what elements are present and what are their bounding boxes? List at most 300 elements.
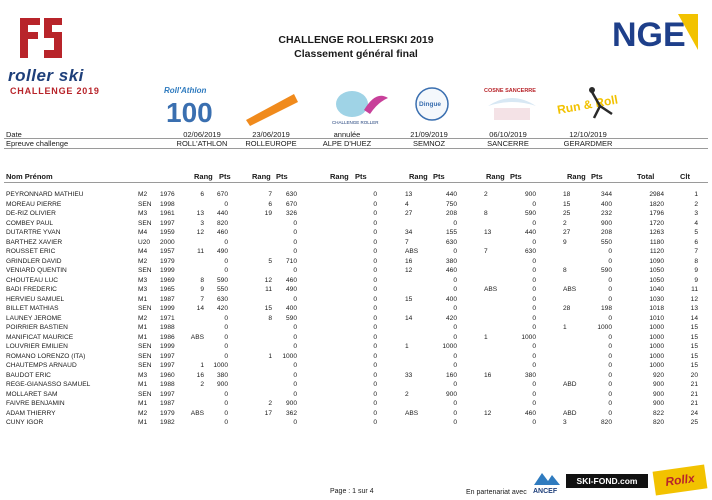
clt-header: Clt (680, 172, 690, 181)
cell-p2: 0 (293, 248, 297, 255)
cell-p1: 0 (224, 352, 228, 360)
cell-year: 1988 (160, 381, 175, 388)
cell-p6: 590 (600, 267, 612, 274)
cell-p4: 0 (453, 276, 457, 284)
cell-p4: 0 (453, 286, 457, 293)
cell-r4: ABS (405, 409, 419, 417)
cell-clt: 4 (694, 219, 698, 227)
cell-p1: 630 (216, 295, 228, 303)
cell-total: 1000 (649, 352, 664, 360)
cell-p3: 0 (373, 390, 377, 398)
cell-p6: 208 (600, 229, 612, 236)
cell-p5: 0 (532, 267, 536, 274)
cell-p1: 550 (216, 286, 228, 293)
cell-name: DUTARTRE YVAN (6, 229, 61, 236)
cell-year: 1976 (160, 191, 175, 198)
cell-p4: 0 (453, 409, 457, 417)
table-row (0, 267, 712, 277)
divider (4, 148, 708, 149)
event-name-4: SEMNOZ (412, 139, 446, 148)
cell-p4: 160 (445, 371, 457, 379)
cell-p6: 0 (608, 295, 612, 303)
cell-r2: 19 (264, 210, 272, 217)
cell-p6: 0 (608, 400, 612, 407)
cell-total: 2984 (649, 191, 664, 198)
cell-name: BAUDOT ERIC (6, 371, 51, 379)
cell-name: LAUNEY JEROME (6, 314, 62, 322)
cell-total: 1120 (649, 248, 664, 255)
cell-year: 1998 (160, 200, 175, 208)
cell-p5: 900 (524, 191, 536, 198)
cell-p1: 0 (224, 400, 228, 407)
event-date-2: 23/06/2019 (252, 130, 290, 139)
cell-p6: 344 (600, 191, 612, 198)
cell-p5: 440 (524, 229, 536, 236)
cell-p6: 0 (608, 248, 612, 255)
cell-r1: 12 (196, 229, 204, 236)
cell-r5: 7 (484, 248, 488, 255)
cell-p1: 0 (224, 314, 228, 322)
rank-header-6: Rang (567, 172, 586, 181)
cell-cat: SEN (138, 200, 152, 208)
pts-header-5: Pts (510, 172, 522, 181)
cell-p4: 400 (445, 295, 457, 303)
cell-cat: M4 (138, 248, 148, 255)
cell-r1: 6 (200, 191, 204, 198)
skifond-logo: SKI-FOND.com (566, 474, 648, 488)
cell-r2: 15 (264, 305, 272, 312)
cell-p2: 0 (293, 362, 297, 369)
cell-p6: 0 (608, 286, 612, 293)
cell-p1: 0 (224, 343, 228, 350)
cell-p3: 0 (373, 419, 377, 426)
divider (4, 182, 708, 183)
cell-r4: ABS (405, 248, 419, 255)
cell-p6: 1000 (597, 324, 612, 331)
cell-p1: 820 (216, 219, 228, 227)
event-date-6: 12/10/2019 (569, 130, 607, 139)
table-row (0, 277, 712, 287)
rank-header-1: Rang (194, 172, 213, 181)
pts-header-6: Pts (591, 172, 603, 181)
table-row (0, 239, 712, 249)
cell-r1: ABS (190, 333, 204, 341)
cell-p6: 0 (608, 362, 612, 369)
cell-p3: 0 (373, 324, 377, 331)
rollathlon-logo (156, 84, 228, 126)
table-row (0, 343, 712, 353)
cell-p6: 0 (608, 381, 612, 388)
cell-r2: 12 (264, 276, 272, 284)
cell-year: 1997 (160, 352, 175, 360)
cell-r6: 8 (563, 267, 567, 274)
cell-p3: 0 (373, 248, 377, 255)
cell-total: 1263 (649, 229, 664, 236)
cell-r2: 1 (268, 352, 272, 360)
cell-p2: 0 (293, 295, 297, 303)
cell-clt: 15 (690, 324, 698, 331)
event-name-1: ROLL'ATHLON (176, 139, 228, 148)
cell-p1: 0 (224, 419, 228, 426)
rank-header-3: Rang (330, 172, 349, 181)
cell-p2: 0 (293, 238, 297, 246)
cell-cat: SEN (138, 343, 152, 350)
cell-name: BILLET MATHIAS (6, 305, 59, 312)
pts-header-2: Pts (276, 172, 288, 181)
cell-p3: 0 (373, 219, 377, 227)
cell-p5: 590 (524, 210, 536, 217)
cell-p6: 0 (608, 352, 612, 360)
cell-name: POIRRIER BASTIEN (6, 324, 68, 331)
ancef-logo (532, 467, 562, 495)
cell-name: CHOUTEAU LUC (6, 276, 59, 284)
sancerre-logo-text: COSNE SANCERRE (484, 88, 536, 94)
cell-p3: 0 (373, 210, 377, 217)
cell-clt: 5 (694, 229, 698, 236)
cell-year: 1969 (160, 276, 175, 284)
cell-cat: U20 (138, 238, 151, 246)
cell-p1: 380 (216, 371, 228, 379)
cell-p1: 900 (216, 381, 228, 388)
cell-clt: 15 (690, 343, 698, 350)
cell-p1: 0 (224, 333, 228, 341)
cell-r5: 1 (484, 333, 488, 341)
cell-p6: 0 (608, 409, 612, 417)
cell-cat: M2 (138, 409, 148, 417)
cell-r4: 27 (405, 210, 413, 217)
cell-p2: 0 (293, 229, 297, 236)
cell-clt: 25 (690, 419, 698, 426)
cell-p3: 0 (373, 371, 377, 379)
cell-clt: 15 (690, 362, 698, 369)
cell-p4: 208 (445, 210, 457, 217)
cell-p1: 0 (224, 390, 228, 398)
event-date-3: annulée (333, 130, 361, 139)
cell-p4: 380 (445, 257, 457, 265)
table-row (0, 391, 712, 401)
cell-p1: 440 (216, 210, 228, 217)
cell-p3: 0 (373, 352, 377, 360)
cell-cat: SEN (138, 267, 152, 274)
cell-p3: 0 (373, 257, 377, 265)
cell-name: ROMANO LORENZO (ITA) (6, 352, 86, 360)
cell-p4: 420 (445, 314, 457, 322)
cell-year: 1961 (160, 210, 175, 217)
cell-p3: 0 (373, 238, 377, 246)
pts-header-4: Pts (433, 172, 445, 181)
cell-p2: 590 (285, 314, 297, 322)
cell-total: 1050 (649, 267, 664, 274)
event-date-5: 06/10/2019 (489, 130, 527, 139)
cell-name: GRINDLER DAVID (6, 257, 62, 265)
cell-p4: 0 (453, 305, 457, 312)
event-label: Epreuve challenge (6, 139, 69, 148)
cell-p3: 0 (373, 314, 377, 322)
cell-p6: 0 (608, 343, 612, 350)
cell-total: 1018 (649, 305, 664, 312)
cell-total: 1000 (649, 324, 664, 331)
cell-r2: 11 (265, 286, 272, 293)
table-row (0, 258, 712, 268)
cell-p6: 0 (608, 371, 612, 379)
cell-r4: 14 (405, 314, 413, 322)
cell-clt: 8 (694, 257, 698, 265)
table-row (0, 201, 712, 211)
cell-cat: M1 (138, 381, 148, 388)
cell-p5: 0 (532, 343, 536, 350)
cell-clt: 9 (694, 276, 698, 284)
cell-p2: 0 (293, 343, 297, 350)
cell-p5: 0 (532, 400, 536, 407)
cell-p6: 0 (608, 390, 612, 398)
cell-r2: 2 (268, 400, 272, 407)
cell-p4: 0 (453, 400, 457, 407)
cell-r1: 8 (200, 276, 204, 284)
alpe-dhuez-logo (330, 84, 390, 126)
cell-r4: 7 (405, 238, 409, 246)
table-row (0, 372, 712, 382)
cell-r2: 8 (268, 314, 272, 322)
cell-cat: SEN (138, 352, 152, 360)
cell-year: 1987 (160, 400, 175, 407)
cell-name: ROUSSET ERIC (6, 248, 56, 255)
event-date-1: 02/06/2019 (183, 130, 221, 139)
cell-r6: 27 (563, 229, 571, 236)
cell-cat: M1 (138, 400, 148, 407)
divider (4, 138, 708, 139)
cell-cat: M1 (138, 295, 148, 303)
cell-p4: 440 (445, 191, 457, 198)
ancef-logo-text: ANCEF (533, 488, 558, 495)
rolleurope-logo-text: ROLL EUROPE (244, 84, 300, 120)
cell-cat: SEN (138, 219, 152, 227)
cell-p2: 0 (293, 390, 297, 398)
cell-p5: 0 (532, 390, 536, 398)
cell-name: PEYRONNARD MATHIEU (6, 191, 84, 198)
cell-cat: M1 (138, 324, 148, 331)
table-row (0, 324, 712, 334)
cell-p4: 750 (445, 200, 457, 208)
cell-name: CUNY IGOR (6, 419, 44, 426)
cell-p6: 232 (600, 210, 612, 217)
cell-r6: 9 (563, 238, 567, 246)
cell-p4: 0 (453, 352, 457, 360)
cell-p2: 0 (293, 419, 297, 426)
cell-name: HERVIEU SAMUEL (6, 295, 65, 303)
cell-r4: 34 (405, 229, 413, 236)
cell-cat: SEN (138, 305, 152, 312)
cell-p2: 0 (293, 324, 297, 331)
cell-p5: 0 (532, 352, 536, 360)
cell-r4: 15 (405, 295, 413, 303)
cell-p5: 0 (532, 305, 536, 312)
partner-label: En partenariat avec (466, 489, 527, 496)
cell-r1: 1 (200, 362, 204, 369)
cell-p5: 0 (532, 324, 536, 331)
cell-p5: 0 (532, 381, 536, 388)
cell-r1: 16 (196, 371, 204, 379)
cell-total: 1090 (649, 257, 664, 265)
cell-total: 920 (652, 371, 664, 379)
cell-p2: 1000 (282, 352, 297, 360)
cell-name: VENIARD QUENTIN (6, 267, 67, 274)
cell-p5: 380 (524, 371, 536, 379)
cell-p2: 630 (285, 191, 297, 198)
cell-year: 1987 (160, 295, 175, 303)
table-row (0, 191, 712, 201)
alpe-logo-text: CHALLENGE ROLLER (332, 120, 379, 125)
cell-clt: 20 (690, 371, 698, 379)
cell-r1: ABS (190, 409, 204, 417)
name-column-header: Nom Prénom (6, 172, 53, 181)
rolleurope-logo (240, 84, 302, 126)
cell-year: 1959 (160, 229, 175, 236)
table-row (0, 296, 712, 306)
cell-p6: 820 (600, 419, 612, 426)
cell-cat: M4 (138, 229, 148, 236)
cell-total: 822 (652, 409, 664, 417)
cell-total: 1180 (649, 238, 664, 246)
rank-header-2: Rang (252, 172, 271, 181)
cell-p6: 900 (600, 219, 612, 227)
cell-total: 1000 (649, 333, 664, 341)
cell-r1: 3 (200, 219, 204, 227)
cell-cat: M3 (138, 210, 148, 217)
cell-p3: 0 (373, 191, 377, 198)
cell-r4: 13 (405, 191, 413, 198)
cell-p2: 0 (293, 267, 297, 274)
cell-p2: 900 (285, 400, 297, 407)
cell-year: 1997 (160, 362, 175, 369)
cell-name: BARTHEZ XAVIER (6, 238, 63, 246)
cell-r5: 2 (484, 191, 488, 198)
cell-year: 1979 (160, 409, 175, 417)
cell-p2: 362 (285, 409, 297, 417)
total-header: Total (637, 172, 655, 181)
cell-p3: 0 (373, 267, 377, 274)
cell-cat: M1 (138, 333, 148, 341)
table-row (0, 334, 712, 344)
cell-year: 1988 (160, 324, 175, 331)
semnoz-logo-text: Dingue (419, 101, 442, 108)
cell-p5: 460 (524, 409, 536, 417)
cell-total: 1040 (649, 286, 664, 293)
rollathlon-logo-number: 100 (166, 97, 213, 126)
cell-r4: 16 (405, 257, 413, 265)
page-title: CHALLENGE ROLLERSKI 2019 (278, 34, 434, 46)
table-row (0, 229, 712, 239)
cell-p2: 0 (293, 219, 297, 227)
page-subtitle: Classement général final (294, 48, 418, 60)
cell-r5: 12 (484, 409, 492, 417)
cell-year: 1965 (160, 286, 175, 293)
table-row (0, 400, 712, 410)
table-row (0, 248, 712, 258)
cell-r1: 11 (197, 248, 204, 255)
cell-r1: 9 (200, 286, 204, 293)
cell-p1: 1000 (213, 362, 228, 369)
cell-clt: 21 (690, 400, 698, 407)
cell-cat: M1 (138, 419, 148, 426)
event-name-6: GERARDMER (563, 139, 613, 148)
cell-p5: 0 (532, 276, 536, 284)
cell-cat: M3 (138, 286, 148, 293)
cell-p4: 0 (453, 248, 457, 255)
cell-r6: ABD (563, 381, 577, 388)
cell-p3: 0 (373, 333, 377, 341)
cell-p2: 0 (293, 371, 297, 379)
cell-year: 2000 (160, 238, 175, 246)
table-row (0, 410, 712, 420)
cell-year: 1999 (160, 267, 175, 274)
cell-p6: 400 (600, 200, 612, 208)
cell-p1: 0 (224, 257, 228, 265)
cell-clt: 24 (690, 409, 698, 417)
cell-cat: SEN (138, 390, 152, 398)
cell-name: FAIVRE BENJAMIN (6, 400, 65, 407)
rollerski-logo-text: roller ski (8, 66, 84, 85)
cell-p4: 0 (453, 419, 457, 426)
cell-p4: 0 (453, 362, 457, 369)
cell-p2: 0 (293, 333, 297, 341)
cell-r6: ABD (563, 409, 577, 417)
table-row (0, 210, 712, 220)
cell-p3: 0 (373, 409, 377, 417)
cell-p1: 670 (216, 191, 228, 198)
cell-r1: 7 (200, 295, 204, 303)
cell-clt: 13 (690, 305, 698, 312)
nge-sponsor-logo (608, 10, 700, 54)
cell-p3: 0 (373, 200, 377, 208)
cell-p5: 0 (532, 419, 536, 426)
cell-p5: 1000 (521, 333, 536, 341)
cell-p3: 0 (373, 343, 377, 350)
table-row (0, 315, 712, 325)
cell-r6: 3 (563, 419, 567, 426)
cell-p5: 0 (532, 238, 536, 246)
cell-p3: 0 (373, 305, 377, 312)
cell-p4: 0 (453, 324, 457, 331)
cell-p1: 420 (216, 305, 228, 312)
cell-clt: 6 (694, 238, 698, 246)
cell-cat: M3 (138, 371, 148, 379)
cell-p3: 0 (373, 229, 377, 236)
table-row (0, 419, 712, 429)
cell-total: 1000 (649, 343, 664, 350)
pts-header-3: Pts (355, 172, 367, 181)
cell-p1: 0 (224, 409, 228, 417)
cell-p6: 550 (600, 238, 612, 246)
cell-total: 1010 (649, 314, 664, 322)
cell-r2: 17 (264, 409, 272, 417)
cell-total: 820 (652, 419, 664, 426)
cell-p4: 0 (453, 381, 457, 388)
gerardmer-logo (554, 84, 620, 126)
cell-p1: 590 (216, 276, 228, 284)
cell-p3: 0 (373, 400, 377, 407)
rollathlon-logo-text: Roll'Athlon (164, 86, 207, 95)
cell-total: 1796 (649, 210, 664, 217)
event-date-4: 21/09/2019 (410, 130, 448, 139)
cell-p3: 0 (373, 362, 377, 369)
cell-p5: 0 (532, 295, 536, 303)
cell-r5: ABS (484, 286, 498, 293)
event-name-2: ROLLEUROPE (245, 139, 297, 148)
cell-year: 1979 (160, 257, 175, 265)
date-label: Date (6, 130, 22, 139)
rollx-logo: Rollx (653, 464, 708, 495)
sancerre-logo (480, 84, 544, 126)
